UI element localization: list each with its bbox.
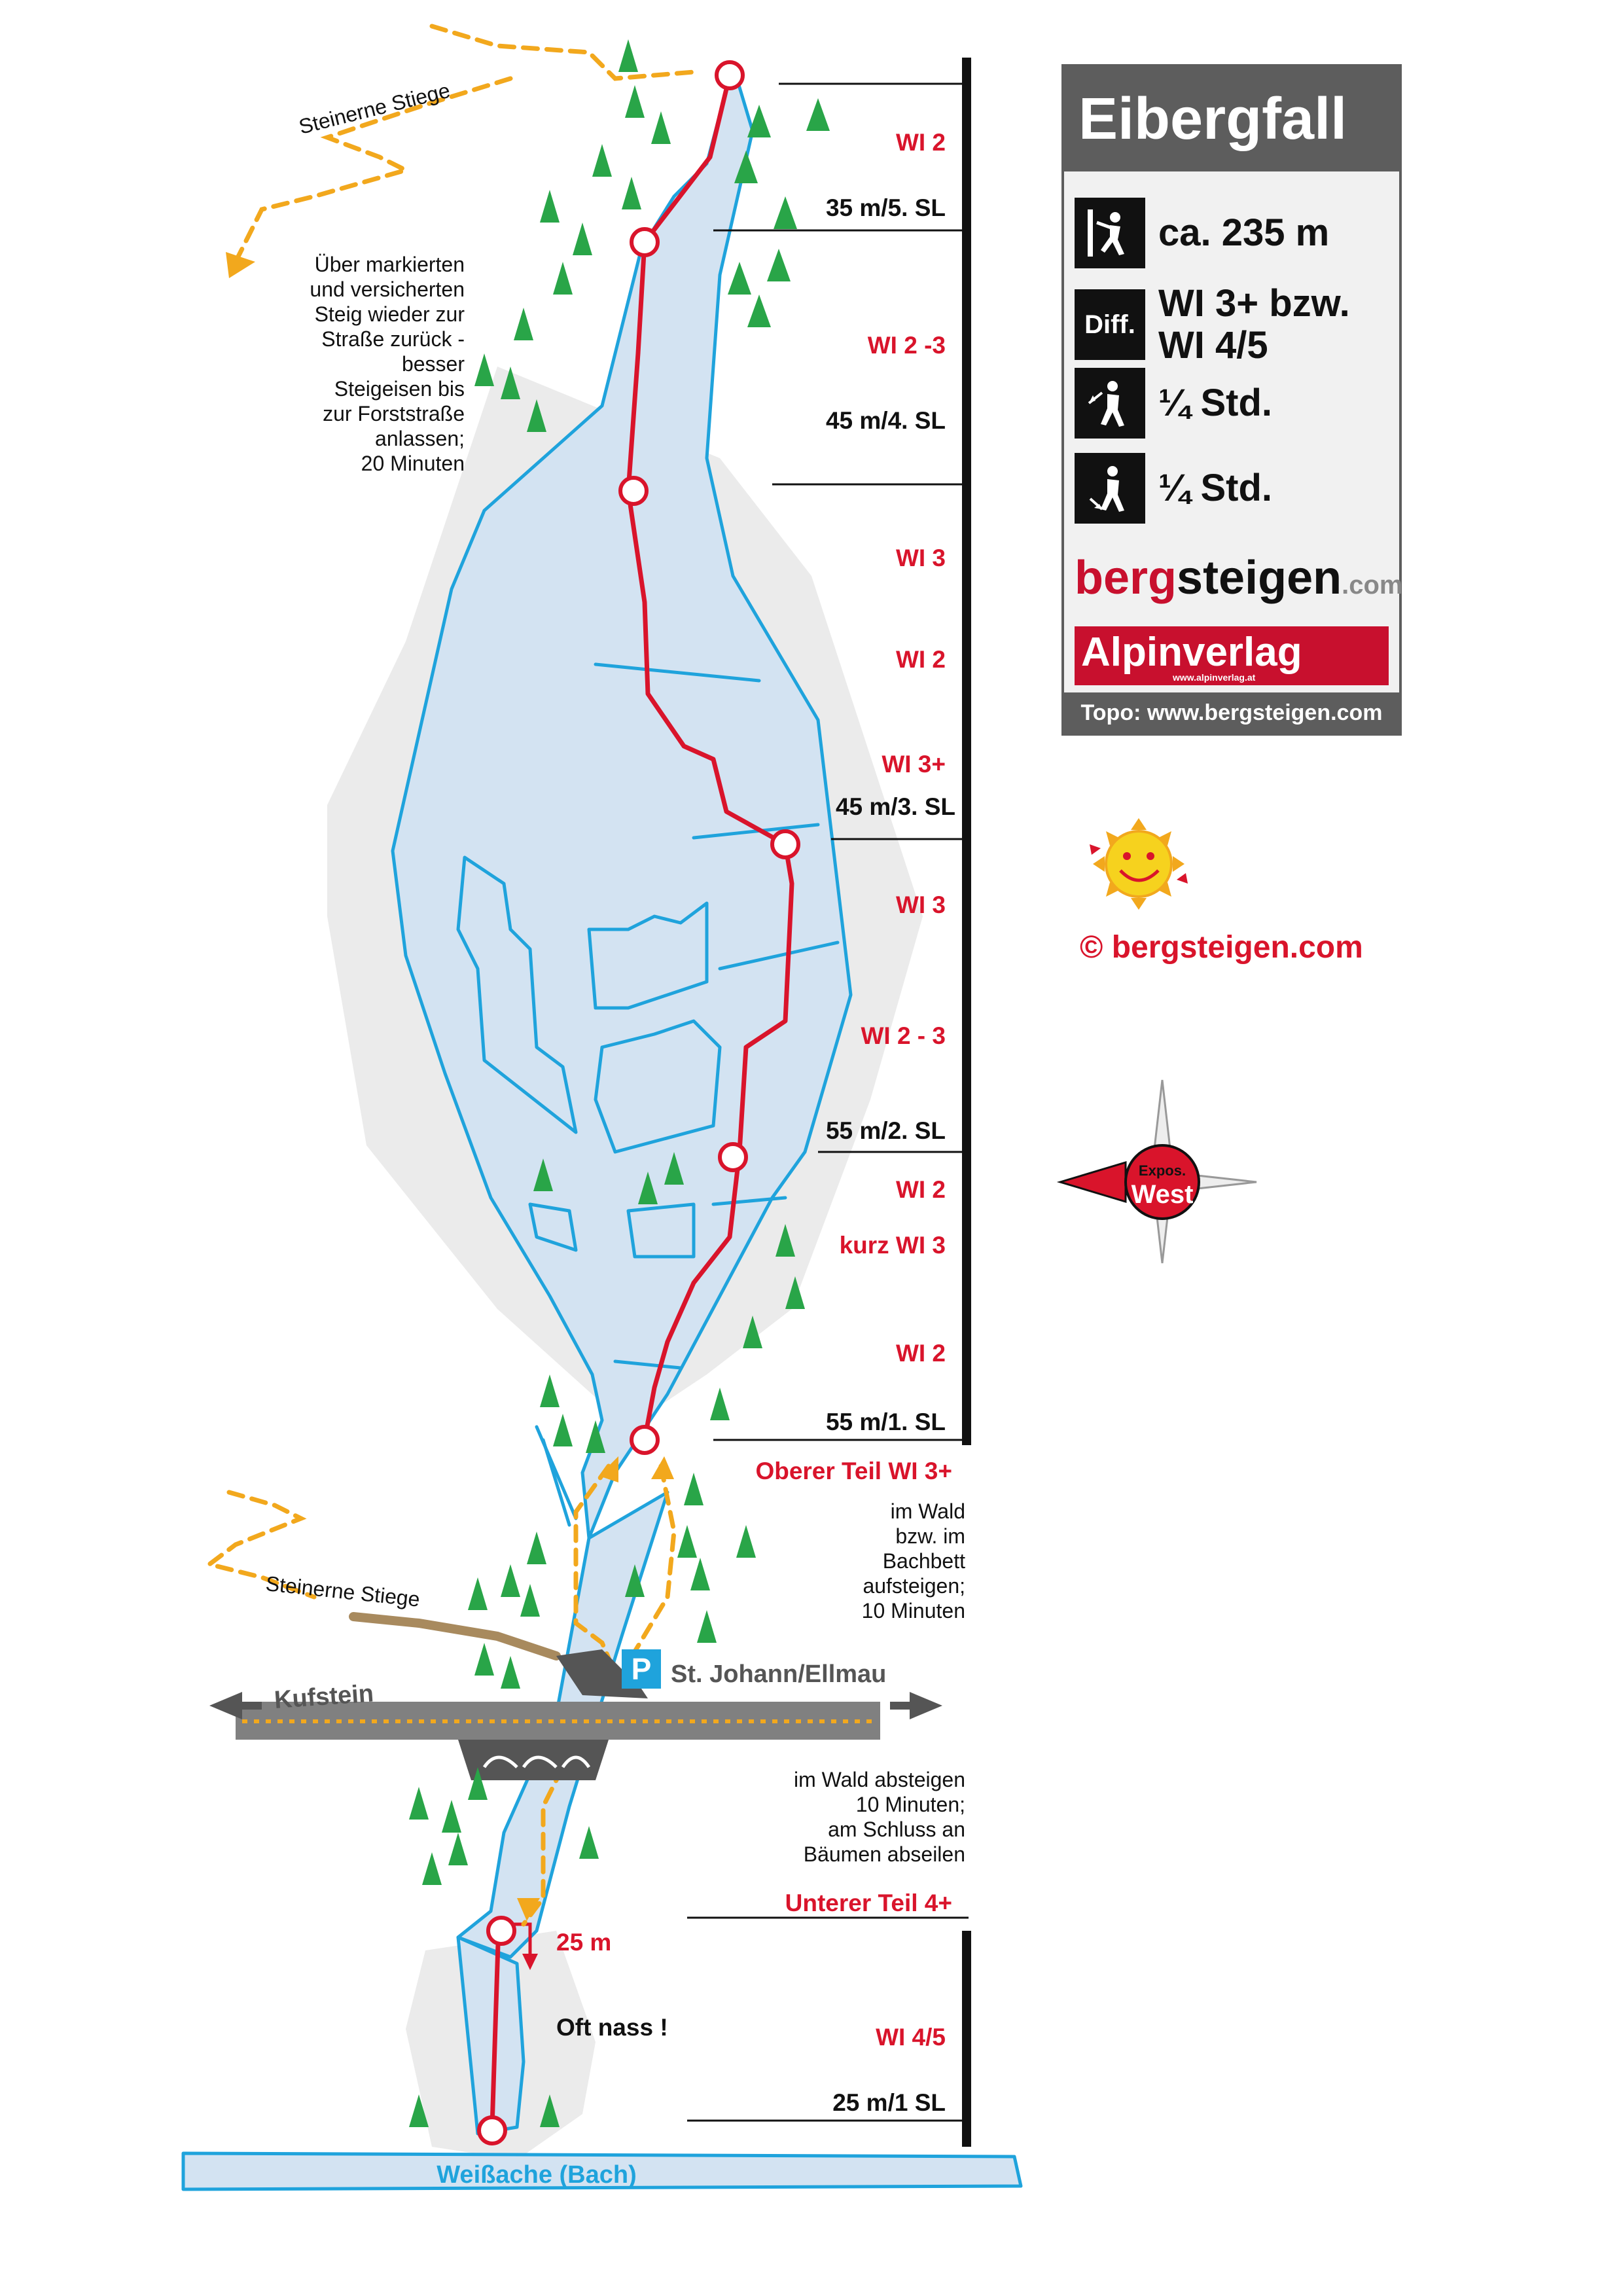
belay-station — [717, 62, 743, 88]
difficulty-text — [1158, 283, 1350, 367]
svg-text:Straße zurück -: Straße zurück - — [321, 327, 465, 351]
forest-path — [353, 1617, 556, 1656]
difficulty-line-2: WI 4/5 — [1158, 324, 1268, 367]
pitch5-grade: WI 2 — [895, 129, 946, 156]
johann-label: St. Johann/Ellmau — [671, 1660, 887, 1688]
stiege-top-label: Steinerne Stiege — [296, 78, 453, 139]
svg-text:anlassen;: anlassen; — [375, 427, 465, 450]
svg-text:aufsteigen;: aufsteigen; — [863, 1574, 965, 1598]
lower-pitch-grade: WI 4/5 — [876, 2024, 946, 2051]
svg-text:im Wald absteigen: im Wald absteigen — [793, 1768, 965, 1791]
creek-label: Weißache (Bach) — [436, 2161, 637, 2189]
svg-text:im Wald: im Wald — [890, 1499, 965, 1523]
svg-text:am Schluss an: am Schluss an — [828, 1818, 965, 1841]
kufstein-label: Kufstein — [273, 1679, 375, 1714]
svg-text:zur Forststraße: zur Forststraße — [323, 402, 465, 425]
climber-icon — [1075, 198, 1145, 268]
pitch-scale-bar — [962, 58, 971, 1445]
svg-text:10 Minuten;: 10 Minuten; — [855, 1793, 965, 1816]
topo-credit: Topo: www.bergsteigen.com — [1064, 692, 1399, 733]
pitch3-grade-a: WI 3 — [895, 545, 946, 571]
note-descent — [310, 253, 465, 475]
exposure-label-1: Expos. — [1138, 1162, 1186, 1179]
pitch1-length: 55 m/1. SL — [825, 1408, 946, 1435]
svg-text:10 Minuten: 10 Minuten — [861, 1599, 965, 1623]
belay-station — [632, 1427, 658, 1453]
copyright-notice: © bergsteigen.com — [1080, 930, 1363, 965]
svg-text:Bäumen abseilen: Bäumen abseilen — [803, 1842, 965, 1866]
descent-time: ¼ Std. — [1158, 467, 1273, 509]
belay-station — [632, 229, 658, 255]
pitch2-length: 55 m/2. SL — [825, 1117, 946, 1144]
pitch1-grade-a: WI 2 — [895, 1176, 946, 1203]
pitch1-grade-b: kurz WI 3 — [839, 1232, 946, 1259]
svg-text:Steig wieder zur: Steig wieder zur — [314, 302, 465, 326]
alpinverlag-logo: Alpinverlag www.alpinverlag.at — [1075, 626, 1389, 685]
svg-text:Bachbett: Bachbett — [882, 1549, 965, 1573]
info-approach-row — [1075, 368, 1272, 439]
svg-text:besser: besser — [401, 352, 465, 376]
route-height: ca. 235 m — [1158, 211, 1330, 254]
arrow-right-icon — [890, 1692, 942, 1719]
difficulty-line-1: WI 3+ bzw. — [1158, 282, 1350, 325]
stiege-mid-label: Steinerne Stiege — [264, 1571, 421, 1611]
svg-text:Steigeisen bis: Steigeisen bis — [334, 377, 465, 401]
trail-ascent-arrow — [651, 1456, 674, 1479]
info-difficulty-row — [1075, 283, 1350, 367]
belay-station — [720, 1144, 746, 1170]
route-title: Eibergfall — [1064, 67, 1399, 171]
note-ascent — [862, 1499, 965, 1623]
pitch2-grade-a: WI 3 — [895, 891, 946, 918]
belay-station — [488, 1918, 514, 1944]
wet-warning: Oft nass ! — [556, 2014, 668, 2041]
difficulty-icon: Diff. — [1075, 289, 1145, 360]
info-box — [1061, 64, 1402, 736]
info-height-row — [1075, 198, 1329, 268]
approach-hiker-icon — [1075, 368, 1145, 439]
compass-exposure-icon — [1060, 1080, 1256, 1263]
pitch3-length: 45 m/3. SL — [835, 793, 955, 820]
belay-station — [772, 831, 798, 857]
pitch4-grade: WI 2 -3 — [867, 332, 946, 359]
parking-letter: P — [631, 1652, 652, 1686]
ice-crack — [543, 1440, 569, 1525]
pitch1-grade-c: WI 2 — [895, 1340, 946, 1367]
pitch4-length: 45 m/4. SL — [825, 407, 946, 434]
descent-hiker-icon — [1075, 453, 1145, 524]
bergsteigen-logo: bergsteigen.com — [1075, 552, 1403, 604]
lower-pitch-length: 25 m/1 SL — [832, 2089, 946, 2116]
sun-logo-icon — [1090, 818, 1188, 910]
pitch3-grade-c: WI 3+ — [882, 751, 946, 778]
lower-part-label: Unterer Teil 4+ — [785, 1890, 952, 1916]
abseil-length: 25 m — [556, 1929, 612, 1956]
svg-text:Über markierten: Über markierten — [314, 253, 465, 276]
info-descent-row — [1075, 453, 1272, 524]
svg-text:und versicherten: und versicherten — [310, 278, 465, 301]
pitch3-grade-b: WI 2 — [895, 646, 946, 673]
upper-part-label: Oberer Teil WI 3+ — [755, 1458, 952, 1484]
exposure-label-2: West — [1131, 1180, 1194, 1209]
pitch2-grade-b: WI 2 - 3 — [861, 1022, 946, 1049]
svg-text:bzw. im: bzw. im — [895, 1524, 965, 1548]
belay-station — [620, 478, 647, 504]
pitch5-length: 35 m/5. SL — [825, 194, 946, 221]
belay-station — [479, 2117, 505, 2144]
lower-scale-bar — [962, 1931, 971, 2147]
svg-text:20 Minuten: 20 Minuten — [361, 452, 465, 475]
note-lower — [794, 1768, 965, 1866]
approach-time: ¼ Std. — [1158, 382, 1273, 424]
